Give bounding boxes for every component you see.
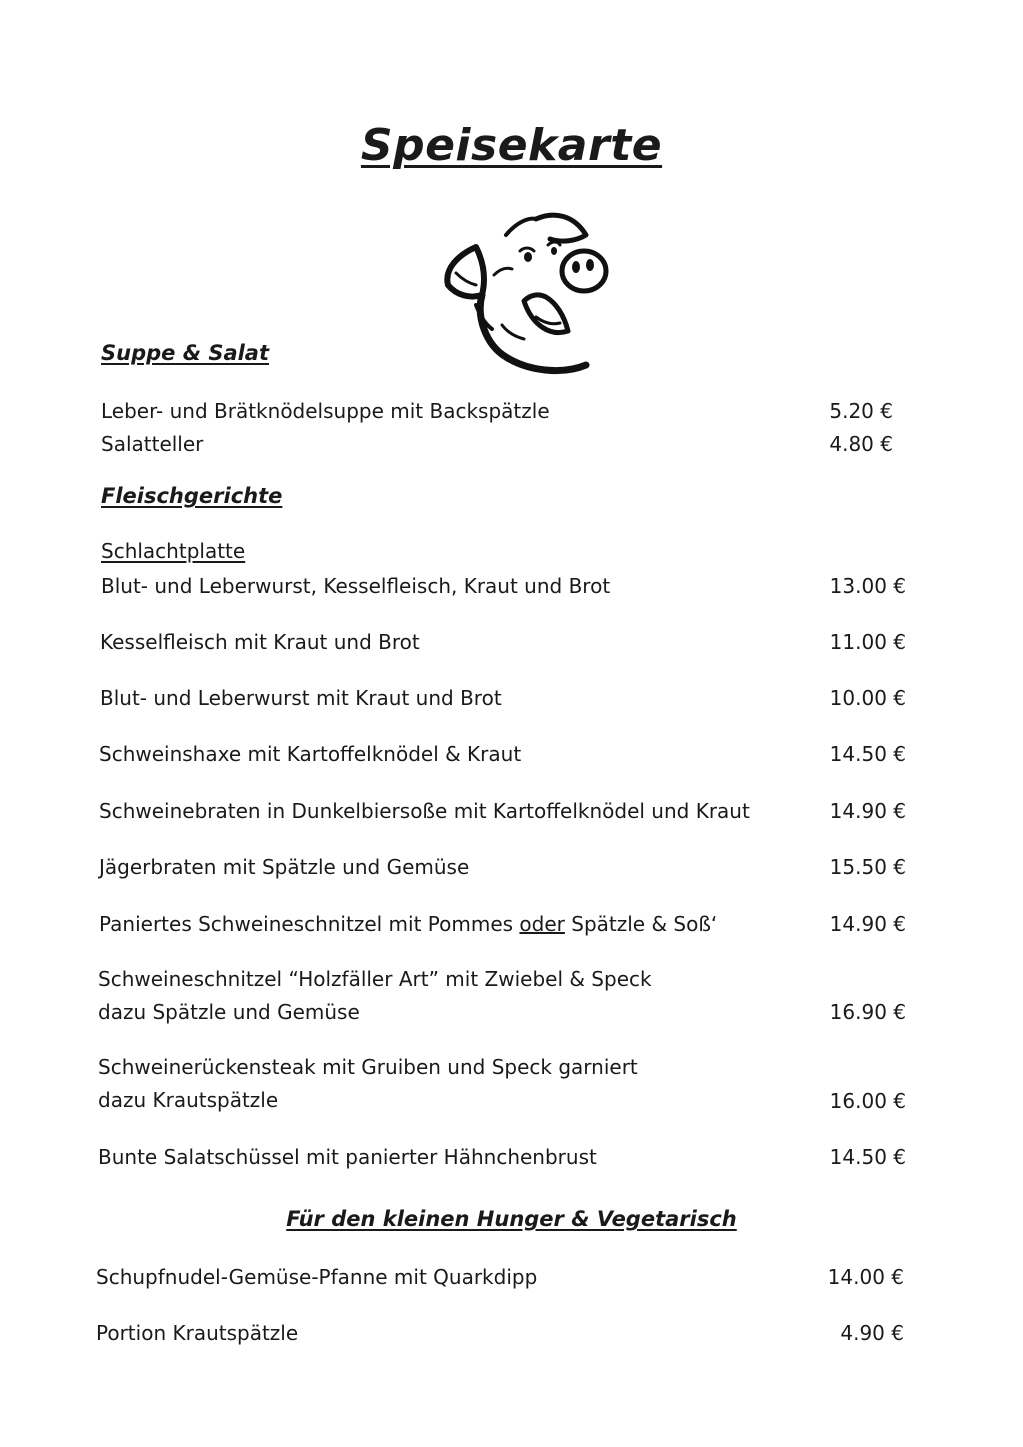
menu-item-name-line2: dazu Spätzle und Gemüse: [98, 1000, 360, 1024]
menu-item-name: Blut- und Leberwurst, Kesselfleisch, Kraut und Brot: [101, 574, 611, 598]
menu-item-name: Schweinebraten in Dunkelbiersoße mit Kartoffelknödel und Kraut: [99, 799, 750, 823]
menu-item-price: 14.90 €: [829, 799, 906, 823]
menu-item-price: 13.00 €: [829, 574, 906, 598]
section-heading-kleiner-hunger: Für den kleinen Hunger & Vegetarisch: [286, 1207, 737, 1231]
menu-item-price: 4.80 €: [829, 432, 893, 456]
menu-item-name: Salatteller: [101, 432, 204, 456]
menu-item-name: Schupfnudel-Gemüse-Pfanne mit Quarkdipp: [96, 1265, 538, 1289]
menu-item-name: Blut- und Leberwurst mit Kraut und Brot: [100, 686, 502, 710]
menu-item-name-line2: dazu Krautspätzle: [98, 1088, 279, 1112]
menu-item-price: 16.00 €: [829, 1089, 906, 1113]
menu-item-price: 10.00 €: [829, 686, 906, 710]
menu-item-name: Kesselfleisch mit Kraut und Brot: [100, 630, 420, 654]
menu-item-name: Schweineschnitzel “Holzfäller Art” mit Zwiebel & Speck: [98, 967, 652, 991]
section-heading-suppe-salat: Suppe & Salat: [101, 341, 270, 365]
menu-item-name: Jägerbraten mit Spätzle und Gemüse: [99, 855, 470, 879]
menu-item-price: 16.90 €: [829, 1000, 906, 1024]
menu-item-name: Schweinerückensteak mit Gruiben und Speck garniert: [98, 1055, 638, 1079]
menu-item-price: 11.00 €: [829, 630, 906, 654]
menu-item-name: Portion Krautspätzle: [96, 1321, 299, 1345]
section-heading-fleischgerichte: Fleischgerichte: [101, 484, 283, 508]
menu-item-name: Paniertes Schweineschnitzel mit Pommes oder Spätzle & Soß‘: [99, 912, 718, 936]
pig-head-icon: [436, 205, 612, 385]
menu-item-price: 14.50 €: [829, 1145, 906, 1169]
page-title: Speisekarte: [360, 120, 663, 171]
menu-item-price: 14.00 €: [827, 1265, 904, 1289]
menu-item-price: 14.50 €: [829, 742, 906, 766]
menu-item-name: Bunte Salatschüssel mit panierter Hähnchenbrust: [98, 1145, 597, 1169]
menu-item-price: 5.20 €: [829, 399, 893, 423]
menu-item-price: 14.90 €: [829, 912, 906, 936]
menu-item-name: Leber- und Brätknödelsuppe mit Backspätzle: [101, 399, 550, 423]
menu-item-price: 4.90 €: [840, 1321, 904, 1345]
menu-item-price: 15.50 €: [829, 855, 906, 879]
menu-item-name: Schweinshaxe mit Kartoffelknödel & Kraut: [99, 742, 522, 766]
menu-item-subheading: Schlachtplatte: [101, 539, 246, 563]
